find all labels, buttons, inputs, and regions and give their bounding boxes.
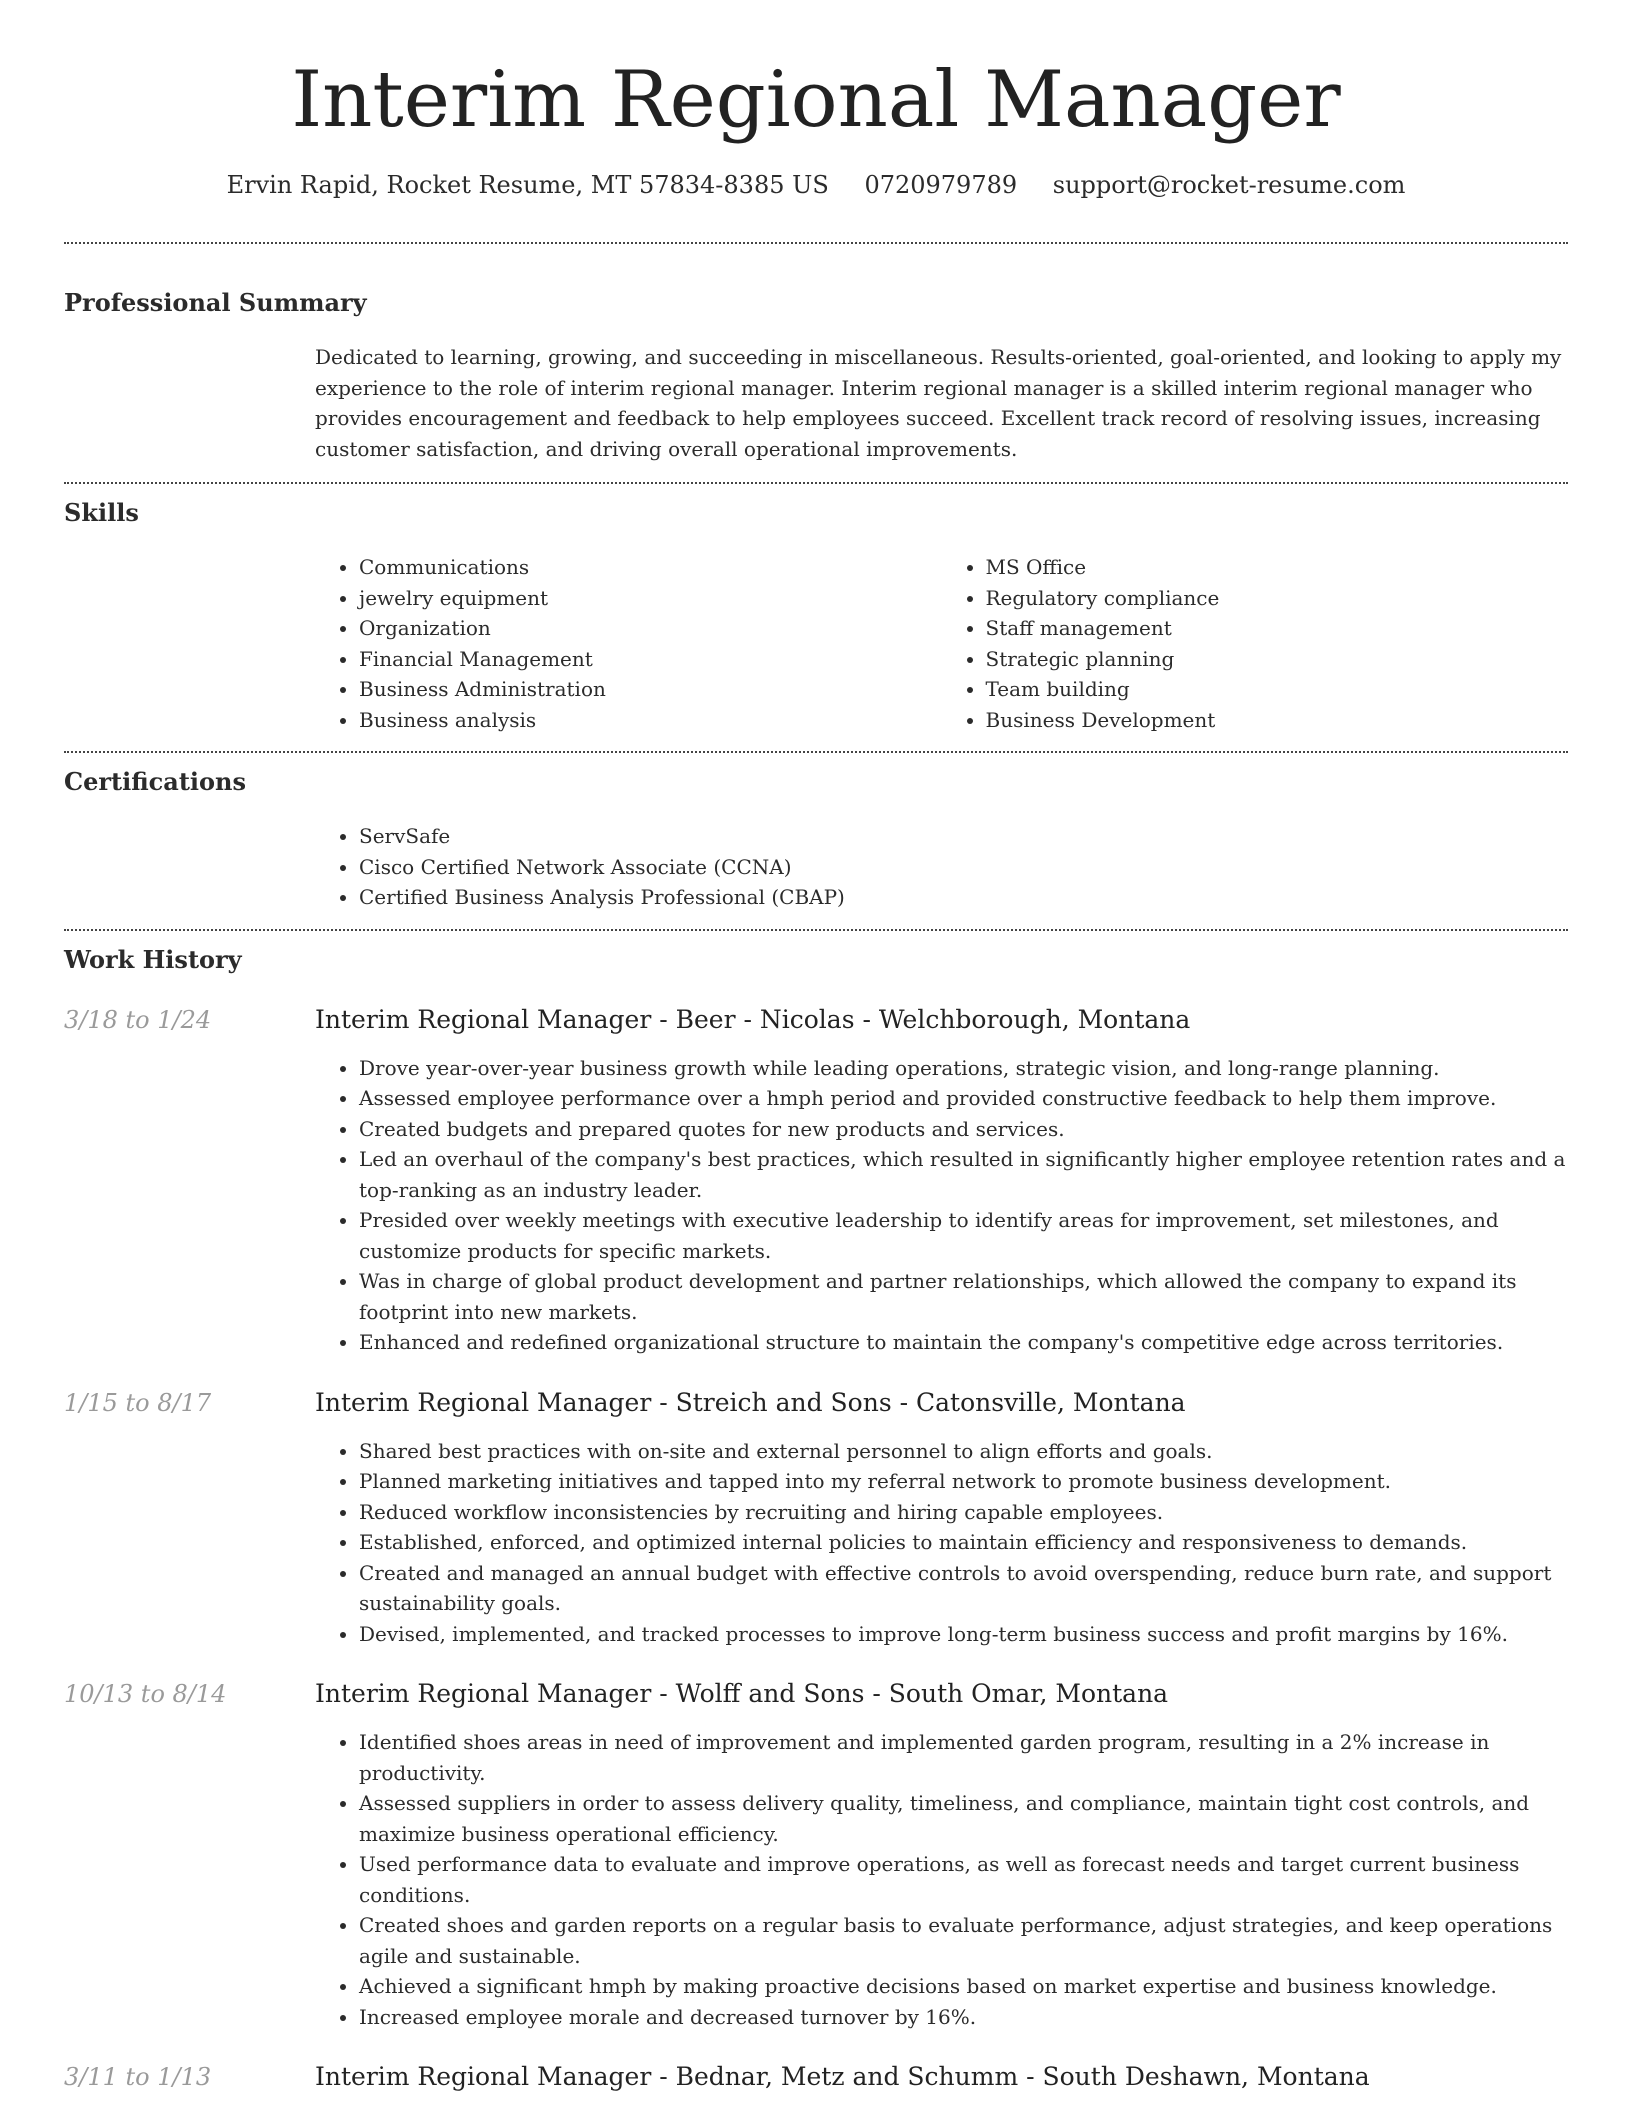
certifications-items (315, 821, 1568, 913)
certification-item: • Certified Business Analysis Professional (CBAP) (359, 882, 1568, 913)
job-bullet: • Assessed employee performance over a hmph period and provided constructive feedback to help them improve. (359, 1083, 1568, 1114)
job-bullet: • Led an overhaul of the company's best practices, which resulted in significantly higher employee retention rates and a top-ranking as an industry leader. (359, 1144, 1568, 1205)
job-entry (64, 1005, 1568, 1358)
job-bullet: • Enhanced and redefined organizational structure to maintain the company's competitive edge across territories. (359, 1327, 1568, 1358)
skill-item: • Strategic planning (986, 644, 1569, 675)
contact-phone: 0720979789 (864, 171, 1018, 199)
job-bullet: • Identified shoes areas in need of improvement and implemented garden program, resulting in a 2% increase in productivity. (359, 1727, 1568, 1788)
skill-item: • Business Administration (359, 674, 942, 705)
section-divider (64, 242, 1568, 244)
job-bullet: • Devised, implemented, and tracked processes to improve long-term business success and profit margins by 16%. (359, 1619, 1568, 1650)
skill-item: • Staff management (986, 613, 1569, 644)
job-entry (64, 2062, 1568, 2092)
job-entry (64, 1679, 1568, 2032)
skills-column-left (315, 552, 942, 735)
skill-item: • MS Office (986, 552, 1569, 583)
job-bullet: • Created shoes and garden reports on a regular basis to evaluate performance, adjust strategies, and keep operations agile and sustainable. (359, 1910, 1568, 1971)
contact-line (64, 168, 1568, 202)
job-bullet: • Achieved a significant hmph by making proactive decisions based on market expertise and business knowledge. (359, 1971, 1568, 2002)
contact-address: Ervin Rapid, Rocket Resume, MT 57834-8385 US (226, 171, 829, 199)
skill-item: • Communications (359, 552, 942, 583)
job-title: Interim Regional Manager - Beer - Nicolas - Welchborough, Montana (315, 1004, 1191, 1034)
skills-heading: Skills (64, 498, 139, 527)
skill-item: • Business analysis (359, 705, 942, 736)
summary-heading: Professional Summary (64, 288, 367, 317)
summary-text: Dedicated to learning, growing, and succeeding in miscellaneous. Results-oriented, goal-oriented, and looking to apply my experience to the role of interim regional manager. Interim regional manager is a skilled interim regional manager who provides encouragement and feedback to help employees succeed. Excellent track record of resolving issues, increasing customer satisfaction, and driving overall operational improvements. (315, 345, 1562, 461)
skills-list (315, 552, 1568, 735)
skill-item: • Organization (359, 613, 942, 644)
skill-item: • Team building (986, 674, 1569, 705)
job-title: Interim Regional Manager - Wolff and Sons - South Omar, Montana (315, 1679, 1169, 1708)
job-bullet: • Shared best practices with on-site and external personnel to align efforts and goals. (359, 1436, 1568, 1467)
job-bullet: • Presided over weekly meetings with executive leadership to identify areas for improvement, set milestones, and customize products for specific markets. (359, 1205, 1568, 1266)
resume-title: Interim Regional Manager (291, 55, 1341, 145)
job-title: Interim Regional Manager - Streich and Sons - Catonsville, Montana (315, 1387, 1186, 1417)
job-bullet: • Reduced workflow inconsistencies by recruiting and hiring capable employees. (359, 1497, 1568, 1528)
certification-item: • Cisco Certified Network Associate (CCNA) (359, 852, 1568, 883)
job-dates: 1/15 to 8/17 (64, 1388, 212, 1417)
certifications-list (315, 821, 1568, 913)
section-divider (64, 482, 1568, 484)
skill-item: • Regulatory compliance (986, 583, 1569, 614)
job-title: Interim Regional Manager - Bednar, Metz and Schumm - South Deshawn, Montana (315, 2062, 1370, 2091)
contact-email: support@rocket-resume.com (1052, 171, 1406, 199)
job-dates: 3/11 to 1/13 (64, 2063, 212, 2091)
job-dates: 10/13 to 8/14 (64, 1680, 227, 1708)
skill-item: • Financial Management (359, 644, 942, 675)
job-dates: 3/18 to 1/24 (64, 1005, 212, 1034)
skills-column-right (942, 552, 1569, 735)
job-bullet: • Drove year-over-year business growth while leading operations, strategic vision, and long-range planning. (359, 1053, 1568, 1084)
section-divider (64, 751, 1568, 753)
job-bullet: • Created and managed an annual budget with effective controls to avoid overspending, reduce burn rate, and support sustainability goals. (359, 1558, 1568, 1619)
job-bullets (315, 1727, 1568, 2032)
resume-page (64, 0, 1568, 2092)
certifications-heading: Certifications (64, 767, 247, 796)
job-bullet: • Increased employee morale and decreased turnover by 16%. (359, 2002, 1568, 2033)
job-bullet: • Established, enforced, and optimized internal policies to maintain efficiency and responsiveness to demands. (359, 1527, 1568, 1558)
job-bullet: • Planned marketing initiatives and tapped into my referral network to promote business development. (359, 1466, 1568, 1497)
job-bullets (315, 1053, 1568, 1358)
section-divider (64, 929, 1568, 931)
job-bullet: • Was in charge of global product development and partner relationships, which allowed the company to expand its footprint into new markets. (359, 1266, 1568, 1327)
job-bullets (315, 1436, 1568, 1650)
skill-item: • jewelry equipment (359, 583, 942, 614)
job-bullet: • Used performance data to evaluate and improve operations, as well as forecast needs and target current business conditions. (359, 1849, 1568, 1910)
certification-item: • ServSafe (359, 821, 1568, 852)
skill-item: • Business Development (986, 705, 1569, 736)
job-entry (64, 1388, 1568, 1650)
job-bullet: • Created budgets and prepared quotes for new products and services. (359, 1114, 1568, 1145)
work-history-heading: Work History (64, 944, 242, 974)
job-bullet: • Assessed suppliers in order to assess delivery quality, timeliness, and compliance, maintain tight cost controls, and maximize business operational efficiency. (359, 1788, 1568, 1849)
